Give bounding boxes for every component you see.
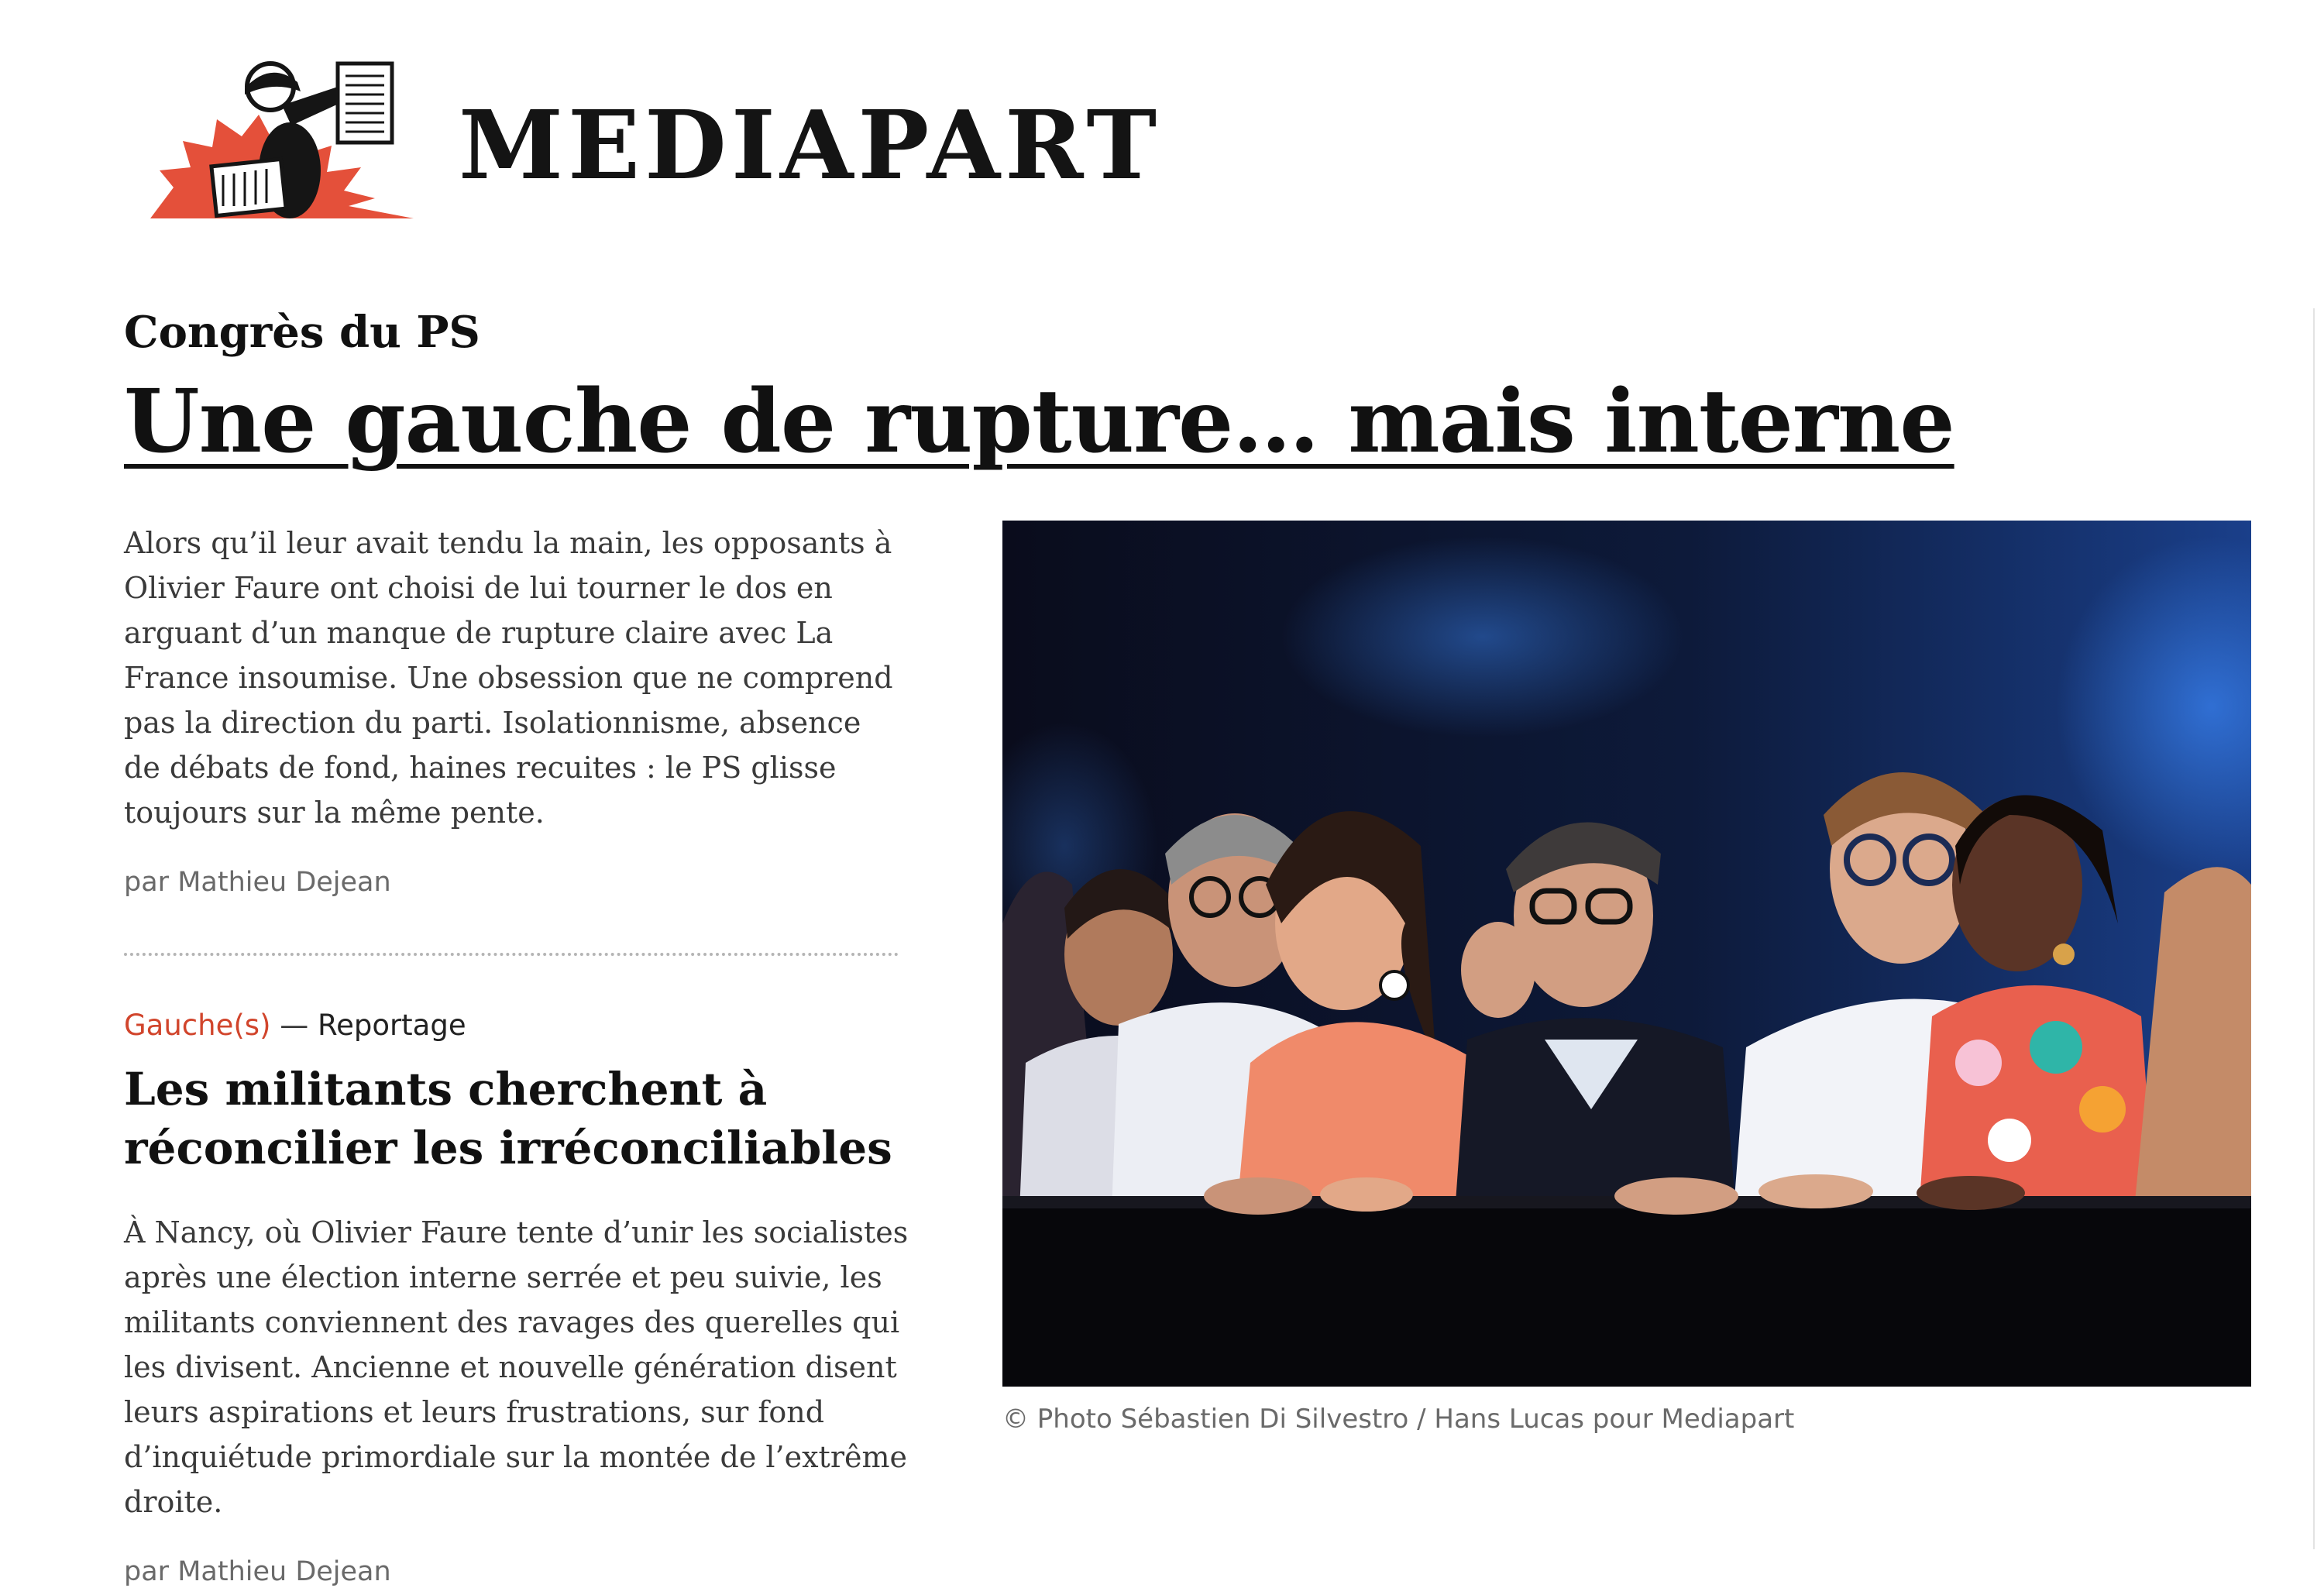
lead-article-kicker: Congrès du PS bbox=[124, 307, 480, 358]
lead-article-author-link[interactable]: Mathieu Dejean bbox=[177, 867, 391, 898]
mediapart-crier-logo-icon bbox=[143, 54, 421, 225]
section-tag-link[interactable]: Gauche(s) bbox=[124, 1009, 271, 1042]
second-article bbox=[124, 1009, 914, 1588]
article-separator bbox=[124, 953, 899, 956]
second-article-section-line bbox=[124, 1009, 914, 1043]
second-article-author-link[interactable]: Mathieu Dejean bbox=[177, 1556, 391, 1588]
second-article-byline bbox=[124, 1555, 914, 1588]
article-photo[interactable] bbox=[1002, 521, 2251, 1387]
lead-article-title-link[interactable]: Une gauche de rupture… mais interne bbox=[124, 371, 1954, 473]
column-divider bbox=[2313, 308, 2315, 1549]
article-type-label: Reportage bbox=[318, 1009, 466, 1042]
section-separator: — bbox=[280, 1009, 309, 1042]
congress-audience-image bbox=[1002, 521, 2251, 1387]
byline-prefix: par bbox=[124, 867, 170, 898]
lead-article-summary: Alors qu’il leur avait tendu la main, les opposants à Olivier Faure ont choisi de lui tourner le dos en arguant d’un manque de rupture claire avec La France insoumise. Une obsession que ne comprend pas la direction du parti. Isolationnisme, absence de débats de fond, haines recuites : le PS glisse toujours sur la même pente. bbox=[124, 526, 893, 830]
second-article-title-link[interactable]: Les militants cherchent à réconcilier les irréconciliables bbox=[124, 1063, 892, 1175]
lead-article-body bbox=[124, 521, 906, 899]
second-article-summary: À Nancy, où Olivier Faure tente d’unir les socialistes après une élection interne serrée et peu suivie, les militants conviennent des ravages des querelles qui les divisent. Ancienne et nouvelle génération disent leurs aspirations et leurs frustrations, sur fond d’inquiétude primordiale sur la montée de l’extrême droite. bbox=[124, 1215, 909, 1520]
lead-article-byline bbox=[124, 866, 906, 899]
photo-caption: © Photo Sébastien Di Silvestro / Hans Lucas pour Mediapart bbox=[1002, 1404, 1795, 1435]
mediapart-wordmark: MEDIAPART bbox=[459, 89, 1162, 201]
byline-prefix: par bbox=[124, 1556, 170, 1588]
